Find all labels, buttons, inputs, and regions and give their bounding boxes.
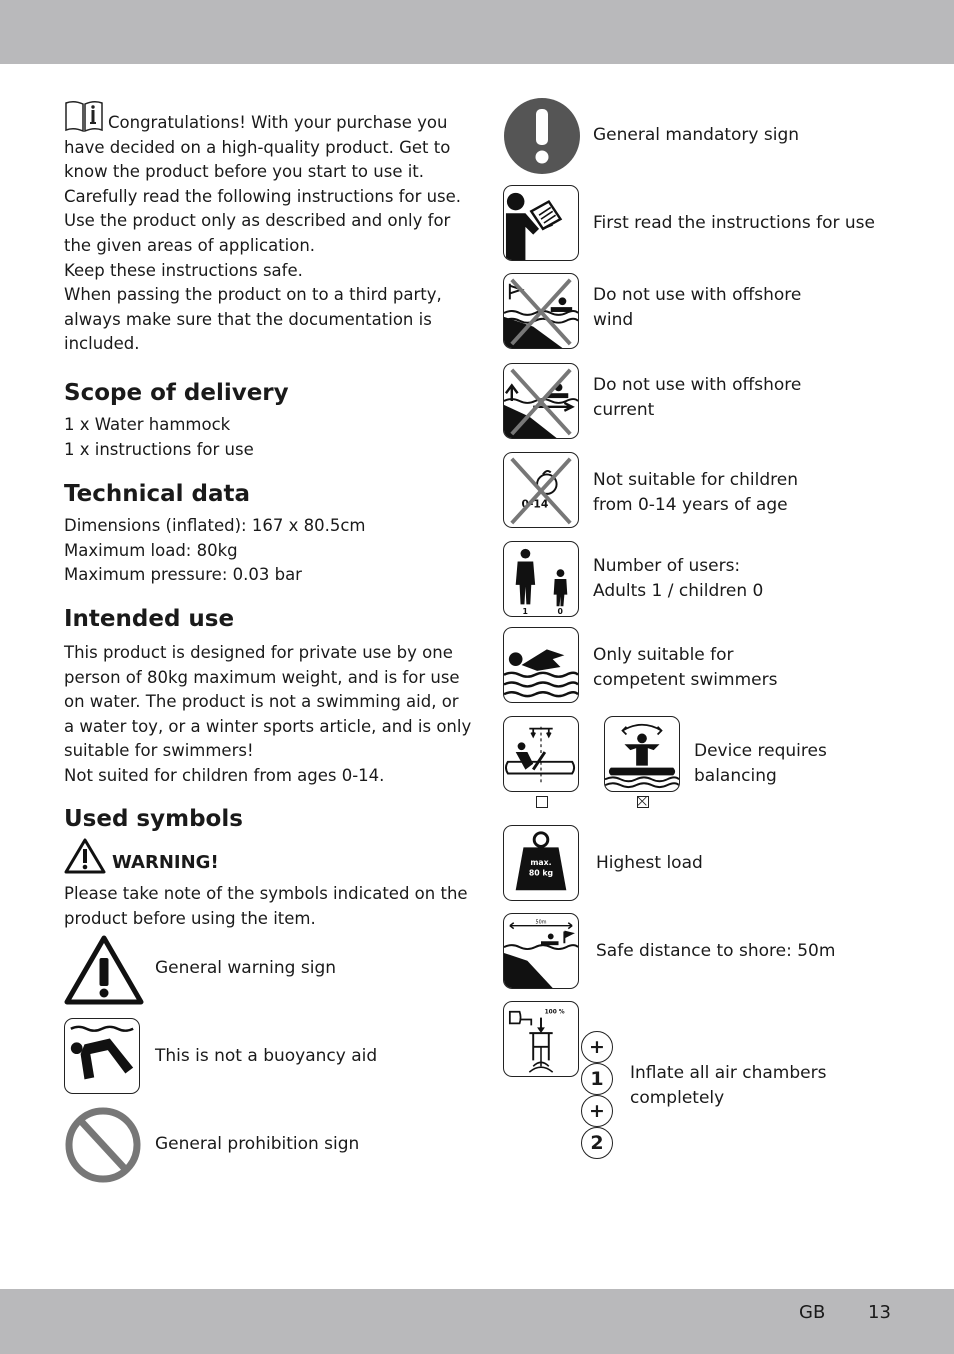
technical-list: Dimensions (inflated): 167 x 80.5cm Maximum load: 80kg Maximum pressure: 0.03 bar	[64, 516, 366, 585]
mandatory-sign-label: General mandatory sign	[593, 125, 800, 145]
prohibition-icon	[64, 1106, 142, 1184]
inflate-chambers-icon	[503, 1001, 579, 1077]
inflate-step-plus-1: +	[581, 1031, 613, 1063]
competent-swimmers-icon	[503, 627, 579, 703]
scope-section	[64, 378, 464, 462]
inflate-chambers-label: Inflate all air chambers completely	[630, 1063, 827, 1108]
offshore-current-label: Do not use with offshore current	[593, 375, 802, 420]
distance-text: 50m	[535, 919, 547, 926]
not-buoyancy-aid-icon	[64, 1018, 140, 1094]
scope-list: 1 x Water hammock 1 x instructions for use	[64, 415, 254, 459]
intro-section	[64, 100, 464, 357]
intended-section	[64, 604, 472, 789]
symbols-note: Please take note of the symbols indicated on the product before using the item.	[64, 884, 468, 928]
shore-distance-icon	[503, 913, 579, 989]
symbols-heading: Used symbols	[64, 806, 243, 832]
warning-triangle-icon	[64, 935, 144, 1005]
balancing-wrong-icon	[604, 716, 680, 792]
number-of-users-label: Number of users: Adults 1 / children 0	[593, 556, 764, 601]
header-bar	[0, 0, 954, 64]
balancing-label: Device requires balancing	[694, 741, 827, 786]
child-count-text: 0	[557, 607, 563, 616]
balancing-checkbox-empty	[536, 796, 548, 808]
warning-label: WARNING!	[112, 852, 219, 873]
no-children-icon	[503, 452, 579, 528]
intended-text: This product is designed for private use by one person of 80kg maximum weight, and is for use on water. The product is not a swimming aid, or a water toy, or a winter sports article, and is only suitable for swimmers! Not suited for children from ages 0-14.	[64, 643, 472, 785]
adult-count-text: 1	[522, 607, 528, 616]
intended-heading: Intended use	[64, 606, 235, 632]
weight-line1-text: max.	[530, 857, 552, 867]
symbols-section	[64, 804, 464, 834]
inflate-percent-text: 100 %	[544, 1009, 565, 1016]
weight-line2-text: 80 kg	[528, 868, 554, 878]
balancing-correct-icon	[503, 716, 579, 792]
footer-page-number: 13	[868, 1302, 891, 1323]
offshore-wind-icon	[503, 273, 579, 349]
inflate-step-1: 1	[581, 1063, 613, 1095]
offshore-current-icon	[503, 363, 579, 439]
intro-text	[64, 100, 464, 357]
prohibition-label: General prohibition sign	[155, 1134, 360, 1154]
offshore-wind-label: Do not use with offshore wind	[593, 285, 802, 330]
read-instructions-label: First read the instructions for use	[593, 213, 875, 233]
no-children-label: Not suitable for children from 0-14 years of age	[593, 470, 798, 515]
intro-paragraph: Congratulations! With your purchase you have decided on a high-quality product. Get to know the product before you start to use it. Carefully read the following instructions for use. Use the product only as described and only for the given areas of application. Keep these instructions safe. When passing the product on to a third party, always make sure that the documentation is included.	[64, 113, 462, 354]
warning-sign-label: General warning sign	[155, 958, 337, 978]
highest-load-icon	[503, 825, 579, 901]
no-children-icon-text: 0-14	[521, 497, 549, 511]
info-book-icon	[64, 100, 104, 132]
technical-heading: Technical data	[64, 481, 251, 507]
highest-load-label: Highest load	[596, 853, 703, 873]
mandatory-sign-icon	[503, 97, 581, 175]
competent-swimmers-label: Only suitable for competent swimmers	[593, 645, 778, 690]
not-buoyancy-aid-label: This is not a buoyancy aid	[155, 1046, 378, 1066]
footer-language: GB	[799, 1302, 826, 1323]
read-instructions-icon	[503, 185, 579, 261]
warning-small-icon	[64, 838, 106, 874]
balancing-checkbox-crossed	[637, 796, 649, 808]
shore-distance-label: Safe distance to shore: 50m	[596, 941, 836, 961]
inflate-step-plus-2: +	[581, 1095, 613, 1127]
inflate-step-2: 2	[581, 1127, 613, 1159]
scope-heading: Scope of delivery	[64, 380, 289, 406]
technical-section	[64, 479, 464, 588]
number-of-users-icon	[503, 541, 579, 617]
